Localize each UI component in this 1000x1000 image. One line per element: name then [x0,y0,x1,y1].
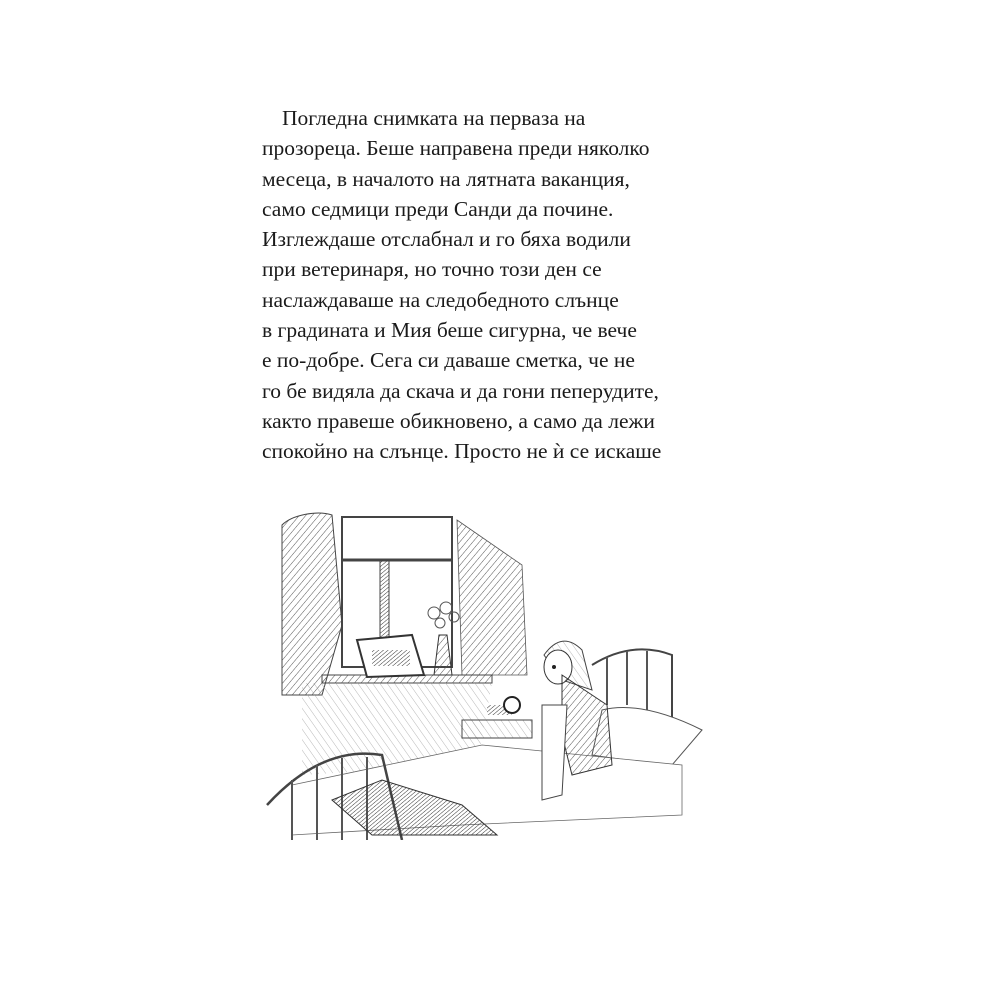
text-line: месеца, в началото на лятната ваканция, [262,166,630,191]
text-line: при ветеринаря, но точно този ден се [262,257,602,282]
text-line: Изглеждаше отслабнал и го бяха водили [262,227,631,252]
wall-shade [457,520,527,675]
text-line: Погледна снимката на перваза на [282,106,586,130]
text-line: е по-добре. Сега си даваше сметка, че не [262,348,635,373]
nightstand [462,720,532,738]
text-line: прозореца. Беше направена преди няколко [262,136,650,161]
text-line: го бе видяла да скача и да гони пеперудите, [262,378,659,403]
text-line: само седмици преди Санди да почине. [262,196,614,221]
bedroom-illustration [262,505,722,840]
sketch-image [262,505,722,840]
text-line: в градината и Мия беше сигурна, че вече [262,318,637,343]
curtain-left [282,513,342,695]
alarm-clock [504,697,520,713]
text-line: както правеше обикновено, а само да лежи [262,408,655,433]
body-paragraph [262,103,732,467]
text-line: спокойно на слънце. Просто не ѝ се искаше [262,439,662,464]
text-line: наслаждаваше на следобедното слънце [262,287,619,312]
